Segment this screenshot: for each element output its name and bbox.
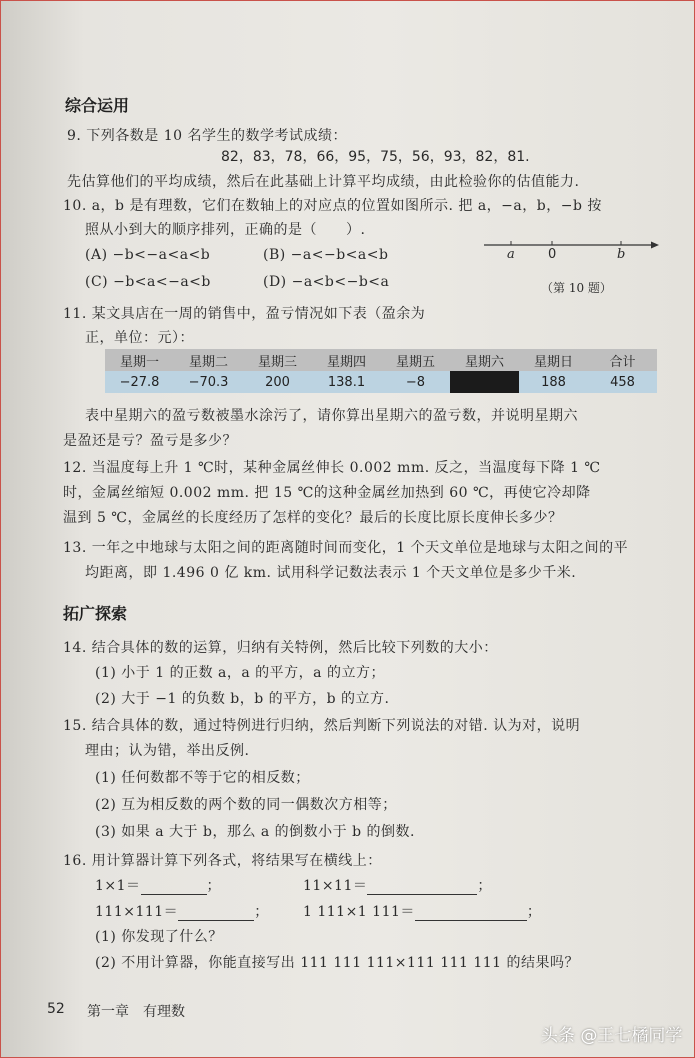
- answer-blank-1[interactable]: [141, 880, 207, 895]
- chapter-title: 第一章 有理数: [87, 1004, 185, 1020]
- q15-part1: (1) 任何数都不等于它的相反数；: [95, 770, 310, 786]
- table-cell: −27.8: [105, 371, 174, 393]
- table-header-cell: 星期六: [450, 349, 519, 371]
- q16-expr3-text: 111×111＝: [95, 904, 179, 920]
- sales-table: [105, 349, 657, 393]
- table-cell: −70.3: [174, 371, 243, 393]
- q16-expr1-text: 1×1＝: [95, 878, 141, 894]
- table-cell: 138.1: [312, 371, 381, 393]
- q10-line2: 照从小到大的顺序排列，正确的是（ ）.: [85, 222, 366, 238]
- answer-blank-4[interactable]: [415, 906, 527, 921]
- table-header-row: [105, 349, 657, 371]
- separator: ；: [206, 878, 222, 894]
- q16-part1: (1) 你发现了什么？: [95, 929, 223, 945]
- table-header-cell: 星期日: [519, 349, 588, 371]
- q16-expr2-text: 11×11＝: [303, 878, 368, 894]
- table-cell: 188: [519, 371, 588, 393]
- table-cell: −8: [381, 371, 450, 393]
- q16-expr4-text: 1 111×1 111＝: [303, 904, 415, 920]
- q10-option-d: (D) −a<b<−b<a: [263, 274, 390, 290]
- q9-scores: 82，83，78，66，95，75，56，93，82，81.: [221, 149, 530, 165]
- q16-expr1: [95, 875, 221, 895]
- number-line-arrow: [651, 242, 659, 249]
- table-header-cell: 星期五: [381, 349, 450, 371]
- q10-option-a: (A) −b<−a<a<b: [85, 247, 211, 263]
- table-cell: 458: [588, 371, 657, 393]
- section-heading-comprehensive: 综合运用: [65, 96, 130, 115]
- page-number: 52: [47, 1001, 65, 1017]
- section-heading-explore: 拓广探索: [63, 604, 128, 623]
- figure-caption: （第 10 题）: [541, 281, 612, 295]
- q9-line3: 先估算他们的平均成绩，然后在此基础上计算平均成绩，由此检验你的估值能力.: [67, 174, 580, 190]
- table-header-cell: 星期一: [105, 349, 174, 371]
- q16-part2: (2) 不用计算器，你能直接写出 111 111 111×111 111 111 的结果吗？: [95, 955, 580, 971]
- q14-part1: (1) 小于 1 的正数 a，a 的平方，a 的立方；: [95, 665, 385, 681]
- q12-line3: 温到 5 ℃，金属丝的长度经历了怎样的变化？最后的长度比原长度伸长多少？: [63, 510, 563, 526]
- separator: ；: [526, 904, 542, 920]
- table-header-cell: 星期二: [174, 349, 243, 371]
- separator: ；: [477, 878, 492, 894]
- answer-blank-3[interactable]: [178, 906, 254, 921]
- q11-line2: 正，单位：元）：: [85, 330, 194, 346]
- q11-after1: 表中星期六的盈亏数被墨水涂污了，请你算出星期六的盈亏数，并说明星期六: [85, 408, 578, 424]
- axis-label-b: b: [617, 247, 626, 262]
- q10-option-b: (B) −a<−b<a<b: [263, 247, 389, 263]
- table-header-cell: 星期三: [243, 349, 312, 371]
- q10-option-c: (C) −b<a<−a<b: [85, 274, 211, 290]
- axis-label-a: a: [507, 247, 515, 262]
- q10-line1: 10. a，b 是有理数，它们在数轴上的对应点的位置如图所示. 把 a，−a，b，−b 按: [63, 198, 602, 214]
- q15-part2: (2) 互为相反数的两个数的同一偶数次方相等；: [95, 797, 397, 813]
- table-cell: 200: [243, 371, 312, 393]
- table-header-cell: 星期四: [312, 349, 381, 371]
- answer-blank-2[interactable]: [367, 880, 477, 895]
- q14-line1: 14. 结合具体的数的运算，归纳有关特例，然后比较下列数的大小：: [63, 640, 498, 656]
- ink-smudge-cell: [450, 371, 519, 393]
- q11-after2: 是盈还是亏？盈亏是多少？: [63, 433, 237, 449]
- separator: ；: [254, 904, 269, 920]
- q14-part2: (2) 大于 −1 的负数 b，b 的平方，b 的立方.: [95, 691, 390, 707]
- q15-part3: (3) 如果 a 大于 b，那么 a 的倒数小于 b 的倒数.: [95, 824, 415, 840]
- q12-line2: 时，金属丝缩短 0.002 mm. 把 15 ℃的这种金属丝加热到 60 ℃，再使它冷却降: [63, 485, 591, 501]
- q9-line1: 9. 下列各数是 10 名学生的数学考试成绩：: [67, 128, 348, 144]
- q15-line1: 15. 结合具体的数，通过特例进行归纳，然后判断下列说法的对错. 认为对，说明: [63, 718, 581, 734]
- table-header-cell: 合计: [588, 349, 657, 371]
- q16-expr4: [303, 901, 541, 921]
- q16-expr2: [303, 875, 492, 895]
- watermark: 头条 @王七橘同学: [541, 1026, 683, 1046]
- q11-line1: 11. 某文具店在一周的销售中，盈亏情况如下表（盈余为: [63, 306, 426, 322]
- q16-line1: 16. 用计算器计算下列各式，将结果写在横线上：: [63, 853, 382, 869]
- q12-line1: 12. 当温度每上升 1 ℃时，某种金属丝伸长 0.002 mm. 反之，当温度每下降 1 ℃: [63, 460, 601, 476]
- q16-expr3: [95, 901, 269, 921]
- q13-line2: 均距离，即 1.496 0 亿 km. 试用科学记数法表示 1 个天文单位是多少千米.: [85, 565, 577, 581]
- axis-label-zero: 0: [548, 247, 557, 262]
- q13-line1: 13. 一年之中地球与太阳之间的距离随时间而变化，1 个天文单位是地球与太阳之间的平: [63, 540, 629, 556]
- q15-line2: 理由；认为错，举出反例.: [85, 743, 250, 759]
- table-value-row: [105, 371, 657, 393]
